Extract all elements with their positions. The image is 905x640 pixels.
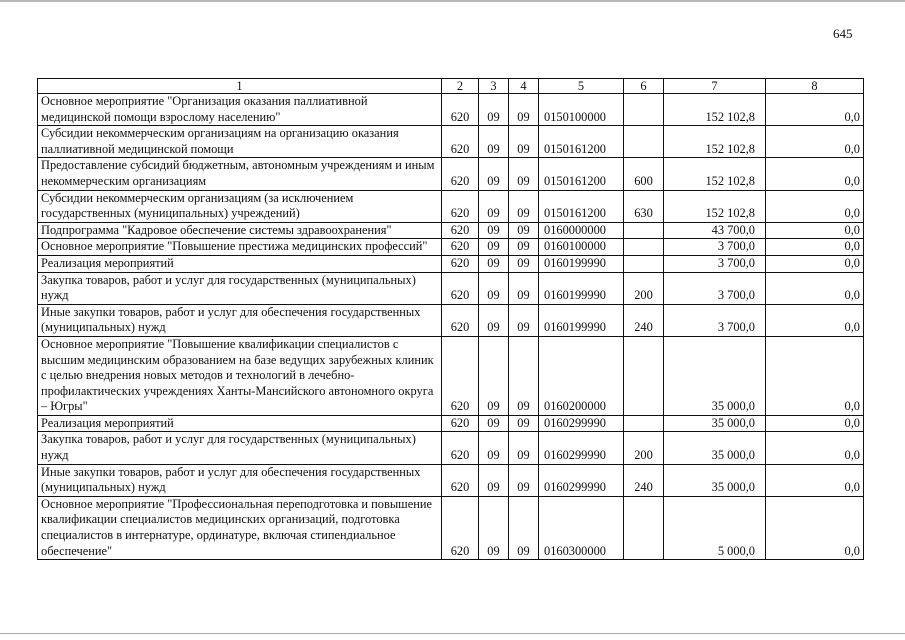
col-header-3: 3 <box>479 79 509 94</box>
ministry-code-cell: 620 <box>442 464 479 496</box>
table-row <box>38 415 864 432</box>
target-article-cell: 0160299990 <box>539 415 624 432</box>
change-cell: 0,0 <box>766 126 864 158</box>
ministry-code-cell: 620 <box>442 272 479 304</box>
change-cell: 0,0 <box>766 336 864 415</box>
col-header-5: 5 <box>539 79 624 94</box>
subsection-code-cell: 09 <box>509 158 539 190</box>
row-name-cell: Предоставление субсидий бюджетным, автономным учреждениям и иным некоммерческим организациям <box>38 158 442 190</box>
table-row <box>38 336 864 415</box>
expense-type-cell: 240 <box>624 464 664 496</box>
col-header-4: 4 <box>509 79 539 94</box>
expense-type-cell <box>624 126 664 158</box>
amount-cell: 43 700,0 <box>664 222 766 239</box>
target-article-cell: 0160299990 <box>539 464 624 496</box>
amount-cell: 152 102,8 <box>664 126 766 158</box>
amount-cell: 35 000,0 <box>664 336 766 415</box>
section-code-cell: 09 <box>479 464 509 496</box>
table-row <box>38 158 864 190</box>
ministry-code-cell: 620 <box>442 336 479 415</box>
section-code-cell: 09 <box>479 496 509 559</box>
amount-cell: 3 700,0 <box>664 255 766 272</box>
ministry-code-cell: 620 <box>442 432 479 464</box>
change-cell: 0,0 <box>766 415 864 432</box>
change-cell: 0,0 <box>766 304 864 336</box>
row-name-cell: Реализация мероприятий <box>38 415 442 432</box>
col-header-2: 2 <box>442 79 479 94</box>
col-header-7: 7 <box>664 79 766 94</box>
section-code-cell: 09 <box>479 190 509 222</box>
expense-type-cell: 630 <box>624 190 664 222</box>
target-article-cell: 0160000000 <box>539 222 624 239</box>
amount-cell: 3 700,0 <box>664 239 766 256</box>
target-article-cell: 0160199990 <box>539 304 624 336</box>
subsection-code-cell: 09 <box>509 464 539 496</box>
ministry-code-cell: 620 <box>442 190 479 222</box>
amount-cell: 3 700,0 <box>664 272 766 304</box>
ministry-code-cell: 620 <box>442 255 479 272</box>
expense-type-cell <box>624 336 664 415</box>
page-number: 645 <box>833 26 853 41</box>
subsection-code-cell: 09 <box>509 190 539 222</box>
row-name-cell: Субсидии некоммерческим организациям (за исключением государственных (муниципальных) учреждений) <box>38 190 442 222</box>
row-name-cell: Основное мероприятие "Организация оказания паллиативной медицинской помощи взрослому населению" <box>38 94 442 126</box>
table-row <box>38 222 864 239</box>
change-cell: 0,0 <box>766 272 864 304</box>
section-code-cell: 09 <box>479 239 509 256</box>
row-name-cell: Реализация мероприятий <box>38 255 442 272</box>
target-article-cell: 0150161200 <box>539 158 624 190</box>
ministry-code-cell: 620 <box>442 126 479 158</box>
ministry-code-cell: 620 <box>442 415 479 432</box>
change-cell: 0,0 <box>766 464 864 496</box>
subsection-code-cell: 09 <box>509 496 539 559</box>
subsection-code-cell: 09 <box>509 304 539 336</box>
target-article-cell: 0160200000 <box>539 336 624 415</box>
target-article-cell: 0150161200 <box>539 126 624 158</box>
change-cell: 0,0 <box>766 158 864 190</box>
target-article-cell: 0160199990 <box>539 272 624 304</box>
target-article-cell: 0160299990 <box>539 432 624 464</box>
subsection-code-cell: 09 <box>509 94 539 126</box>
header-row <box>38 79 864 94</box>
expense-type-cell <box>624 222 664 239</box>
subsection-code-cell: 09 <box>509 126 539 158</box>
change-cell: 0,0 <box>766 190 864 222</box>
target-article-cell: 0160199990 <box>539 255 624 272</box>
table-row <box>38 255 864 272</box>
section-code-cell: 09 <box>479 432 509 464</box>
expense-type-cell: 600 <box>624 158 664 190</box>
expense-type-cell <box>624 94 664 126</box>
row-name-cell: Субсидии некоммерческим организациям на организацию оказания паллиативной медицинской помощи <box>38 126 442 158</box>
target-article-cell: 0150161200 <box>539 190 624 222</box>
subsection-code-cell: 09 <box>509 432 539 464</box>
subsection-code-cell: 09 <box>509 336 539 415</box>
subsection-code-cell: 09 <box>509 222 539 239</box>
ministry-code-cell: 620 <box>442 239 479 256</box>
expense-type-cell <box>624 239 664 256</box>
section-code-cell: 09 <box>479 222 509 239</box>
section-code-cell: 09 <box>479 158 509 190</box>
subsection-code-cell: 09 <box>509 255 539 272</box>
amount-cell: 35 000,0 <box>664 432 766 464</box>
ministry-code-cell: 620 <box>442 496 479 559</box>
change-cell: 0,0 <box>766 239 864 256</box>
amount-cell: 152 102,8 <box>664 158 766 190</box>
row-name-cell: Закупка товаров, работ и услуг для государственных (муниципальных) нужд <box>38 432 442 464</box>
amount-cell: 5 000,0 <box>664 496 766 559</box>
table-row <box>38 272 864 304</box>
table-row <box>38 190 864 222</box>
ministry-code-cell: 620 <box>442 304 479 336</box>
target-article-cell: 0160100000 <box>539 239 624 256</box>
subsection-code-cell: 09 <box>509 239 539 256</box>
table-row <box>38 496 864 559</box>
table-row <box>38 239 864 256</box>
target-article-cell: 0150100000 <box>539 94 624 126</box>
amount-cell: 152 102,8 <box>664 94 766 126</box>
table-row <box>38 94 864 126</box>
col-header-6: 6 <box>624 79 664 94</box>
amount-cell: 35 000,0 <box>664 464 766 496</box>
col-header-1: 1 <box>38 79 442 94</box>
row-name-cell: Подпрограмма "Кадровое обеспечение системы здравоохранения" <box>38 222 442 239</box>
expense-type-cell <box>624 255 664 272</box>
subsection-code-cell: 09 <box>509 415 539 432</box>
subsection-code-cell: 09 <box>509 272 539 304</box>
row-name-cell: Иные закупки товаров, работ и услуг для обеспечения государственных (муниципальных) нужд <box>38 464 442 496</box>
ministry-code-cell: 620 <box>442 222 479 239</box>
section-code-cell: 09 <box>479 255 509 272</box>
table-row <box>38 304 864 336</box>
section-code-cell: 09 <box>479 94 509 126</box>
row-name-cell: Основное мероприятие "Профессиональная переподготовка и повышение квалификации специалистов медицинских организаций, подготовка специалистов в интернатуре, ординатуре, включая стипендиальное обеспечение" <box>38 496 442 559</box>
amount-cell: 3 700,0 <box>664 304 766 336</box>
change-cell: 0,0 <box>766 255 864 272</box>
target-article-cell: 0160300000 <box>539 496 624 559</box>
change-cell: 0,0 <box>766 222 864 239</box>
table-body <box>38 79 864 560</box>
budget-table <box>37 78 864 560</box>
expense-type-cell: 200 <box>624 432 664 464</box>
expense-type-cell: 240 <box>624 304 664 336</box>
table-row <box>38 464 864 496</box>
table-row <box>38 432 864 464</box>
expense-type-cell <box>624 496 664 559</box>
amount-cell: 152 102,8 <box>664 190 766 222</box>
row-name-cell: Закупка товаров, работ и услуг для государственных (муниципальных) нужд <box>38 272 442 304</box>
section-code-cell: 09 <box>479 415 509 432</box>
scan-bottom-edge <box>0 633 905 634</box>
change-cell: 0,0 <box>766 432 864 464</box>
expense-type-cell: 200 <box>624 272 664 304</box>
section-code-cell: 09 <box>479 272 509 304</box>
section-code-cell: 09 <box>479 126 509 158</box>
scan-top-edge <box>0 0 905 2</box>
section-code-cell: 09 <box>479 336 509 415</box>
change-cell: 0,0 <box>766 94 864 126</box>
row-name-cell: Иные закупки товаров, работ и услуг для обеспечения государственных (муниципальных) нужд <box>38 304 442 336</box>
expense-type-cell <box>624 415 664 432</box>
change-cell: 0,0 <box>766 496 864 559</box>
table-row <box>38 126 864 158</box>
ministry-code-cell: 620 <box>442 94 479 126</box>
section-code-cell: 09 <box>479 304 509 336</box>
row-name-cell: Основное мероприятие "Повышение квалификации специалистов с высшим медицинским образованием на базе ведущих зарубежных клиник с целью внедрения новых методов и технологий в лечебно-профилактических учреждениях Ханты-Мансийского автономного округа – Югры" <box>38 336 442 415</box>
row-name-cell: Основное мероприятие "Повышение престижа медицинских профессий" <box>38 239 442 256</box>
col-header-8: 8 <box>766 79 864 94</box>
ministry-code-cell: 620 <box>442 158 479 190</box>
amount-cell: 35 000,0 <box>664 415 766 432</box>
